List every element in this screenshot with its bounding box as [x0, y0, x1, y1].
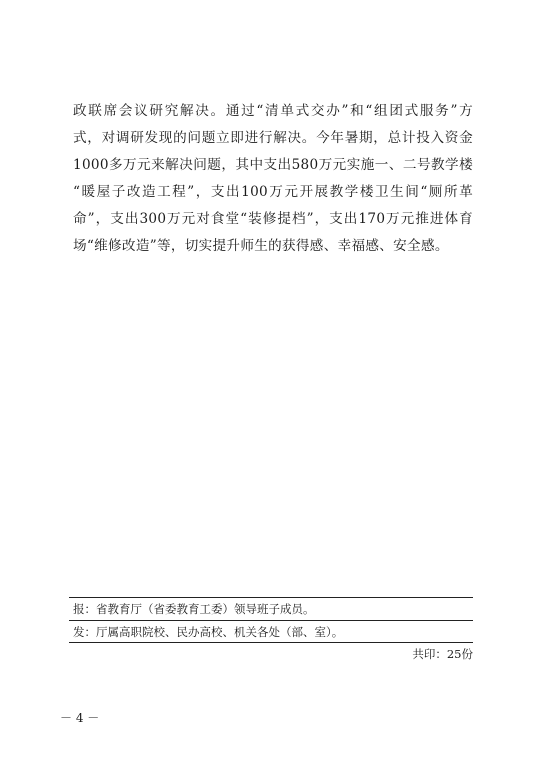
- body-line: 1000多万元来解决问题，其中支出580万元实施一、二号教学楼: [73, 157, 473, 173]
- body-line: 场“维修改造”等，切实提升师生的获得感、幸福感、安全感。: [73, 238, 449, 254]
- distribution-top-rule: [69, 597, 473, 598]
- send-to-line: 发：厅属高职院校、民办高校、机关各处（部、室）。: [73, 625, 344, 639]
- body-line: “暖屋子改造工程”，支出100万元开展教学楼卫生间“厕所革: [73, 184, 473, 200]
- body-paragraph: [73, 98, 473, 260]
- body-line: 政联席会议研究解决。通过“清单式交办”和“组团式服务”方: [73, 103, 473, 119]
- print-copies: 共印：25份: [412, 647, 473, 661]
- body-line: 命”，支出300万元对食堂“装修提档”，支出170万元推进体育: [73, 211, 473, 227]
- body-line: 式，对调研发现的问题立即进行解决。今年暑期，总计投入资金: [73, 130, 473, 146]
- distribution-middle-rule: [69, 620, 473, 621]
- page-number: － 4 －: [60, 711, 100, 725]
- distribution-bottom-rule: [69, 642, 473, 643]
- report-to-line: 报：省教育厅（省委教育工委）领导班子成员。: [73, 602, 315, 616]
